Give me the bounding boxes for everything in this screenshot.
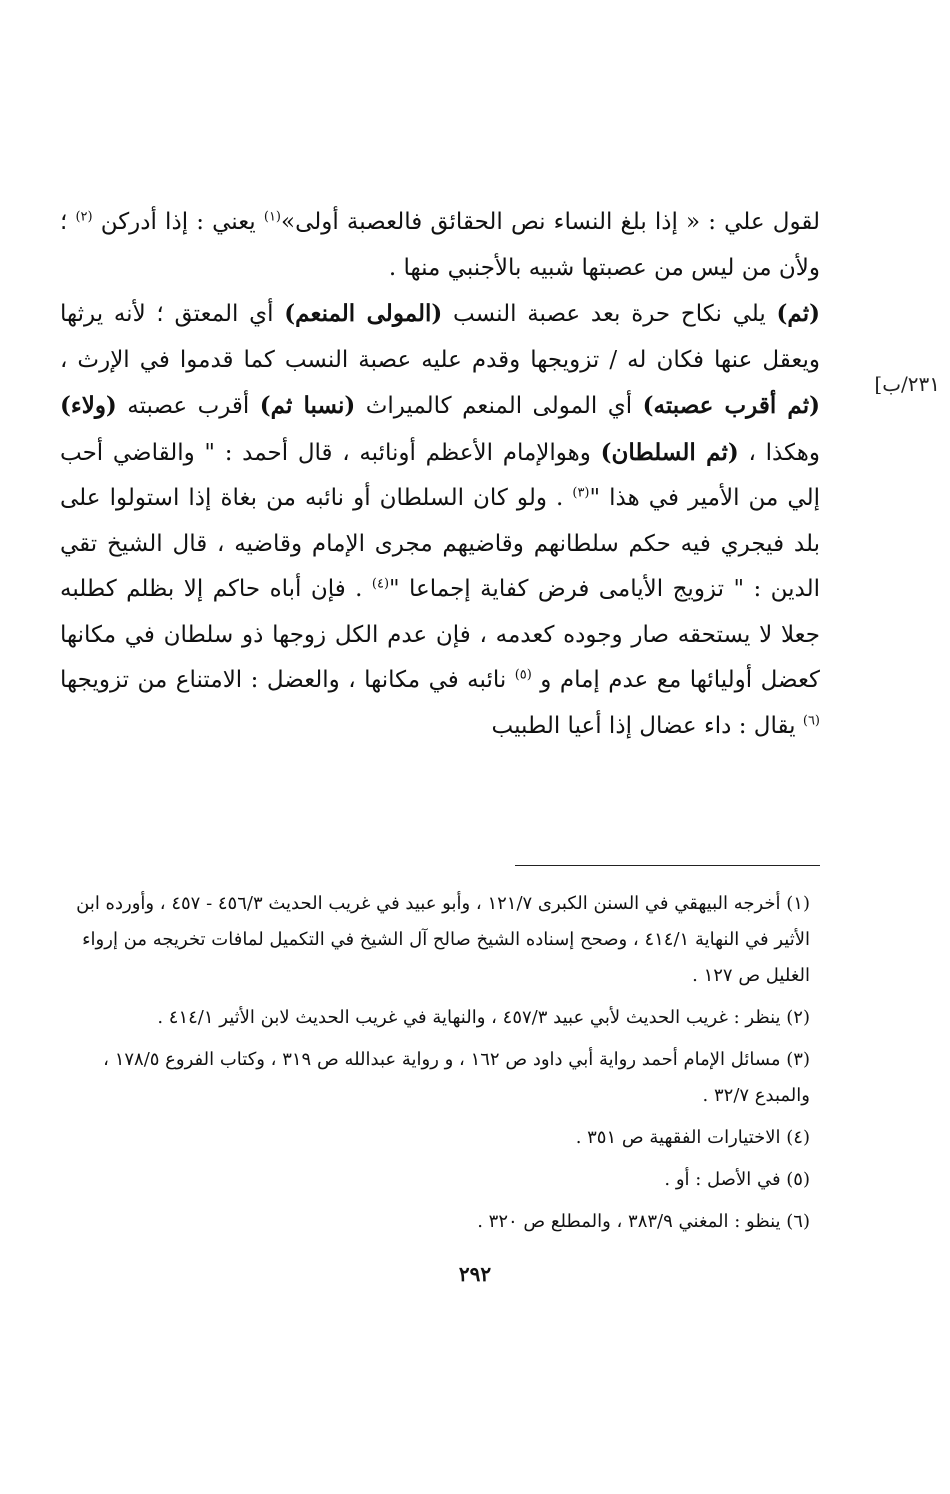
footnote-ref-1: (١) — [263, 209, 281, 225]
footnote-4: (٤) الاختيارات الفقهية ص ٣٥١ . — [575, 1127, 810, 1148]
bold-term: (المولى المنعم) — [284, 300, 443, 327]
paragraph-2 — [60, 291, 820, 749]
footnotes — [60, 886, 810, 1246]
bold-term: (ثم) — [776, 300, 820, 327]
text-run: يلي نكاح حرة بعد عصبة النسب — [442, 301, 777, 327]
footnote-ref-4: (٤) — [371, 576, 390, 592]
footnote-ref-6: (٦) — [802, 712, 820, 728]
bold-term: (ثم السلطان) — [600, 438, 739, 466]
footnote-ref-2: (٢) — [75, 209, 93, 225]
main-text — [60, 200, 820, 749]
paragraph-1 — [60, 200, 820, 291]
footnote-separator — [515, 865, 820, 866]
text-run: نائبه في مكانها ، والعضل : الامتناع من تزويجها — [60, 667, 515, 693]
footnote-5: (٥) في الأصل : أو . — [664, 1169, 810, 1190]
text-run: أي المعتق ؛ لأنه يرثها ويعقل عنها فكان له / تزويجها وقدم عليه عصبة النسب كما قدموا في الإرث ، — [60, 301, 820, 373]
bold-term: (ولاء) — [60, 392, 117, 419]
footnote-3: (٣) مسائل الإمام أحمد رواية أبي داود ص ١٦٢ ، و رواية عبدالله ص ٣١٩ ، وكتاب الفروع ١٧٨/٥ ، والمبدع ٣٢/٧ . — [103, 1049, 810, 1106]
bold-term: (نسبا ثم) — [259, 392, 356, 419]
text-run: لقول علي : « إذا بلغ النساء نص الحقائق فالعصبة أولى» — [281, 209, 820, 235]
text-run: أي المولى المنعم كالميراث — [355, 393, 643, 419]
bold-term: (ثم أقرب عصبته) — [642, 392, 820, 419]
text-run: أقرب عصبته — [116, 393, 260, 419]
text-run: . ولو كان السلطان أو نائبه من بغاة إذا استولوا على بلد فيجري فيه حكم سلطانهم وقاضيهم مجرى الإمام وقاضيه ، قال الشيخ تقي الدين : " تزويج الأيامى فرض كفاية إجماعا " — [60, 485, 820, 602]
text-run: . فإن أباه حاكم إلا بظلم كطلبه جعلا لا يستحقه صار وجوده كعدمه ، فإن عدم الكل زوجها ذو سلطان في مكانها كعضل أوليائها مع عدم إمام و — [60, 576, 821, 693]
page-number: ٢٩٢ — [458, 1262, 492, 1286]
margin-manuscript-note: ٢٣١/ب] — [874, 372, 940, 396]
footnote-1: (١) أخرجه البيهقي في السنن الكبرى ١٢١/٧ ، وأبو عبيد في غريب الحديث ٤٥٦/٣ - ٤٥٧ ، وأورده ابن الأثير في النهاية ٤١٤/١ ، وصحح إسناده الشيخ صالح آل الشيخ في التكميل لمافات تخريجه من إرواء الغليل ص ١٢٧ . — [76, 893, 810, 986]
text-run: يقال : داء عضال إذا أعيا الطبيب — [491, 712, 803, 739]
footnote-ref-3: (٣) — [572, 485, 590, 501]
footnote-2: (٢) ينظر : غريب الحديث لأبي عبيد ٤٥٧/٣ ، والنهاية في غريب الحديث لابن الأثير ٤١٤/١ . — [157, 1007, 810, 1028]
text-run: يعني : إذا أدركن — [92, 209, 264, 235]
text-run: وهكذا ، — [738, 439, 820, 466]
footnote-6: (٦) ينظو : المغني ٣٨٣/٩ ، والمطلع ص ٣٢٠ . — [477, 1211, 810, 1232]
text-run: وهوالإمام الأعظم أونائبه ، قال أحمد : " والقاضي أحب إلي من الأمير في هذا " — [60, 439, 820, 511]
footnote-ref-5: (٥) — [514, 667, 532, 683]
text-run: ؛ ولأن من ليس من عصبتها شبيه بالأجنبي منها . — [60, 209, 820, 281]
